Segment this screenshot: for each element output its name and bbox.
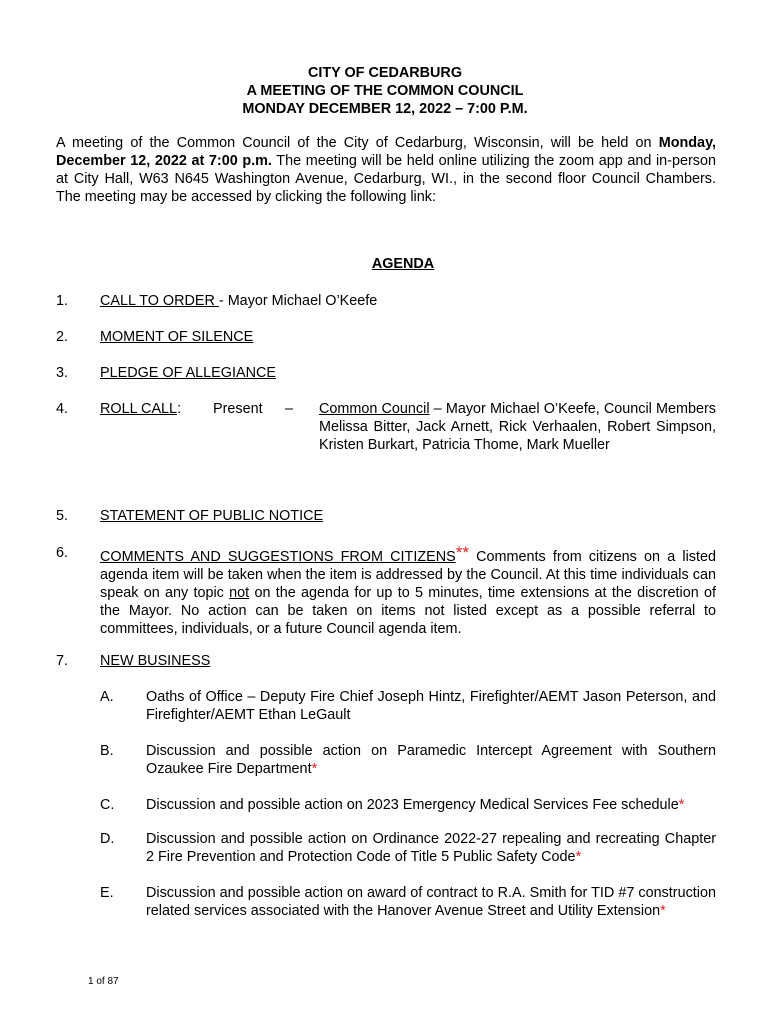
comments-not: not	[229, 585, 250, 601]
header-meeting: A MEETING OF THE COMMON COUNCIL	[246, 83, 524, 99]
item-detail: - Mayor Michael O’Keefe	[218, 293, 378, 309]
agenda-title: AGENDA	[371, 256, 435, 272]
intro-text-2: The meeting will be held online utilizing the zoom app and in-person at City Hall, W63 N645 Washington Avenue, Cedarburg, WI., in the second floor Council Chambers. The meeting may be accessed by clicking the following link:	[56, 153, 716, 205]
item-title: NEW BUSINESS	[100, 653, 211, 669]
header-date: MONDAY DECEMBER 12, 2022 – 7:00 P.M.	[242, 101, 528, 117]
council-members: – Mayor Michael O’Keefe, Council Members Melissa Bitter, Jack Arnett, Rick Verhaalen, Robert Simpson, Kristen Burkart, Patricia Thome, Mark Mueller	[319, 401, 716, 453]
document-header	[0, 64, 770, 118]
page-number: 1 of 87	[88, 976, 119, 987]
sub-item-letter: B.	[100, 743, 114, 759]
roll-call-present: Present	[213, 401, 263, 417]
intro-text-1: A meeting of the Common Council of the City of Cedarburg, Wisconsin, will be held on	[56, 135, 659, 151]
comments-text-2: on the agenda for up to 5 minutes, time extensions at the discretion of the Mayor. No action can be taken on items not listed except as a possible referral to committees, individuals, or a future Council agenda item.	[100, 585, 716, 637]
intro-date-bold: Monday, December 12, 2022 at 7:00 p.m.	[56, 135, 716, 169]
sub-item-text: Discussion and possible action on 2023 Emergency Medical Services Fee schedule	[146, 797, 679, 813]
asterisk-marker: *	[311, 761, 318, 777]
intro-paragraph	[56, 134, 716, 206]
sub-item-letter: D.	[100, 831, 115, 847]
asterisk-marker: *	[575, 849, 582, 865]
sub-item-letter: E.	[100, 885, 114, 901]
item-title: CALL TO ORDER	[100, 293, 219, 309]
item-title: MOMENT OF SILENCE	[100, 329, 254, 345]
item-title: COMMENTS AND SUGGESTIONS FROM CITIZENS	[100, 549, 456, 565]
item-title: ROLL CALL	[100, 401, 178, 417]
item-number: 3.	[56, 365, 69, 381]
item-title: STATEMENT OF PUBLIC NOTICE	[100, 508, 324, 524]
item-number: 7.	[56, 653, 69, 669]
item-number: 6.	[56, 545, 69, 561]
common-council-label: Common Council	[319, 401, 430, 417]
item-title: PLEDGE OF ALLEGIANCE	[100, 365, 276, 381]
sub-item-text: Discussion and possible action on Ordinance 2022-27 repealing and recreating Chapter 2 Fire Prevention and Protection Code of Title 5 Public Safety Code	[146, 831, 716, 865]
roll-call-dash: –	[285, 401, 294, 417]
item-number: 2.	[56, 329, 69, 345]
asterisk-marker: *	[678, 797, 685, 813]
item-number: 4.	[56, 401, 69, 417]
header-city: CITY OF CEDARBURG	[307, 65, 463, 81]
item-number: 5.	[56, 508, 69, 524]
asterisk-marker: *	[660, 903, 666, 919]
sub-item-text: Discussion and possible action on award of contract to R.A. Smith for TID #7 construction related services associated with the Hanover Avenue Street and Utility Extension	[146, 885, 716, 919]
sub-item-text: Discussion and possible action on Paramedic Intercept Agreement with Southern Ozaukee Fire Department	[146, 743, 716, 777]
sub-item-text: Oaths of Office – Deputy Fire Chief Joseph Hintz, Firefighter/AEMT Jason Peterson, and Firefighter/AEMT Ethan LeGault	[146, 689, 716, 723]
item-number: 1.	[56, 293, 69, 309]
roll-call-colon: :	[177, 401, 182, 417]
comments-text-1: Comments from citizens on a listed agenda item will be taken when the item is addressed by the Council. At this time individuals can speak on any topic	[100, 549, 716, 601]
sub-item-letter: C.	[100, 797, 115, 813]
double-asterisk-marker: **	[455, 543, 469, 562]
sub-item-letter: A.	[100, 689, 114, 705]
